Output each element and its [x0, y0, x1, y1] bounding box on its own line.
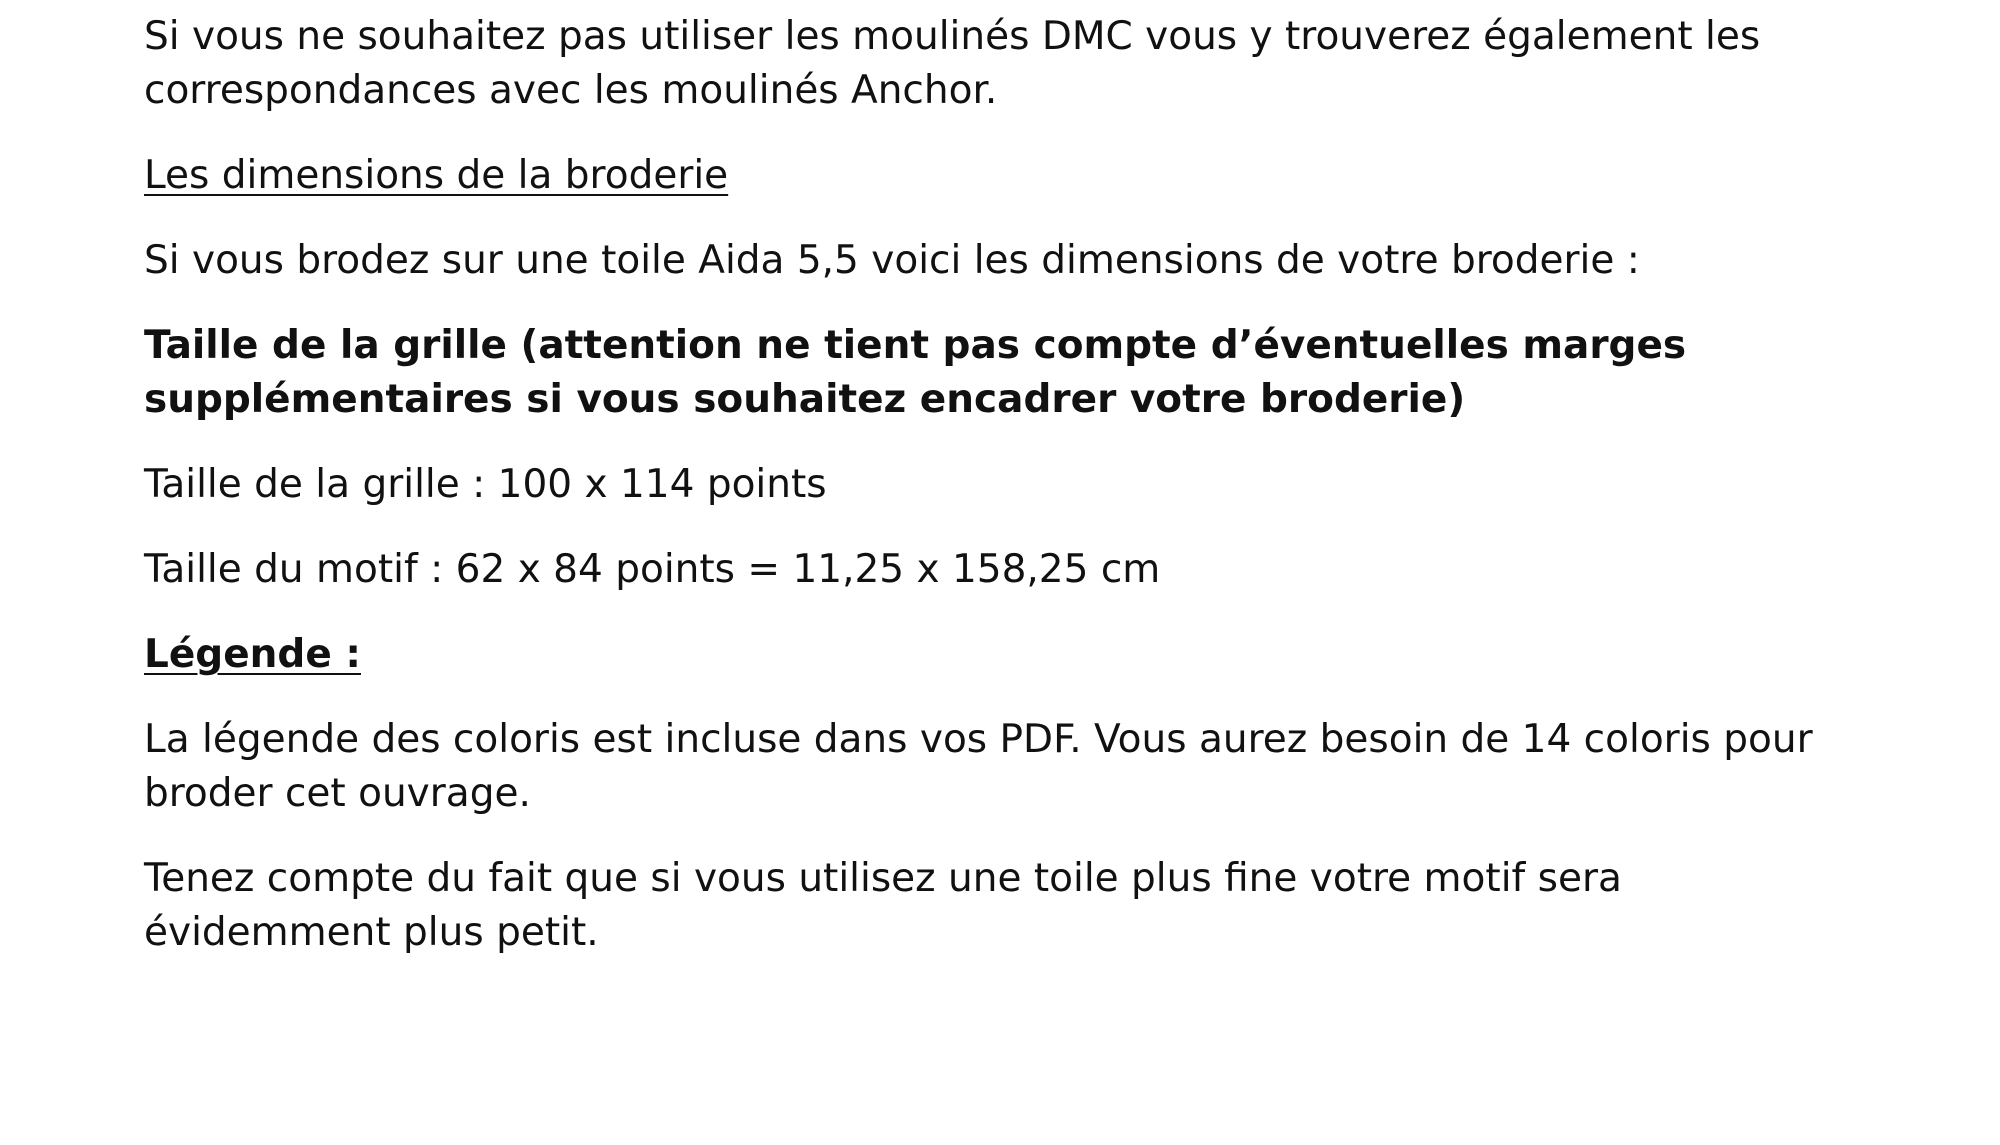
- legend-heading-paragraph: [144, 628, 1894, 682]
- finer-fabric-line-1: Tenez compte du fait que si vous utilisez une toile plus fine votre motif sera: [144, 856, 1622, 901]
- finer-fabric-line-2: évidemment plus petit.: [144, 910, 599, 955]
- legend-text-line-1: La légende des coloris est incluse dans vos PDF. Vous aurez besoin de 14 coloris pour: [144, 717, 1813, 762]
- legend-text-paragraph: [144, 713, 1894, 821]
- legend-text-line-2: broder cet ouvrage.: [144, 771, 531, 816]
- motif-size-text: Taille du motif : 62 x 84 points = 11,25 x 158,25 cm: [144, 547, 1161, 592]
- legend-heading: Légende :: [144, 632, 361, 677]
- intro-line-1: Si vous ne souhaitez pas utiliser les moulinés DMC vous y trouverez également les: [144, 14, 1761, 59]
- dimensions-heading-paragraph: [144, 149, 1894, 203]
- grid-note-line-2: supplémentaires si vous souhaitez encadrer votre broderie): [144, 377, 1466, 422]
- grid-size-text: Taille de la grille : 100 x 114 points: [144, 462, 827, 507]
- motif-size-paragraph: [144, 543, 1894, 597]
- dimensions-heading: Les dimensions de la broderie: [144, 153, 729, 198]
- aida-paragraph: [144, 234, 1894, 288]
- finer-fabric-paragraph: [144, 852, 1894, 960]
- intro-paragraph: [144, 10, 1894, 118]
- grid-note-paragraph: [144, 319, 1894, 427]
- intro-line-2: correspondances avec les moulinés Anchor.: [144, 68, 998, 113]
- grid-note-line-1: Taille de la grille (attention ne tient pas compte d’éventuelles marges: [144, 323, 1687, 368]
- document-page: [144, 10, 1894, 991]
- grid-size-paragraph: [144, 458, 1894, 512]
- aida-line: Si vous brodez sur une toile Aida 5,5 voici les dimensions de votre broderie :: [144, 238, 1640, 283]
